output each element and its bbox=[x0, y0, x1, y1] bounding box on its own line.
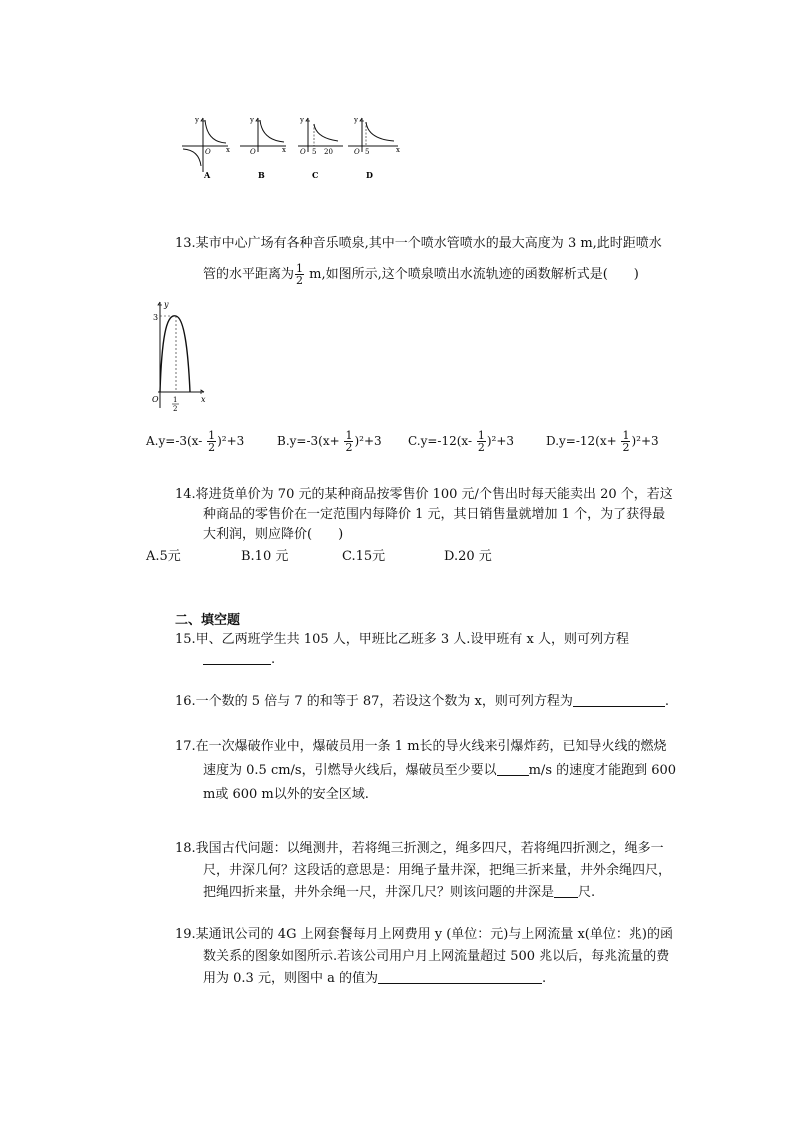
q13-option-d[interactable]: D.y=-12(x+ $\frac{1}{2}$ )²+3 bbox=[546, 429, 659, 454]
q15-line2: . bbox=[203, 651, 275, 668]
graph-c-origin: O bbox=[300, 148, 306, 156]
q14-option-b[interactable]: B.10 元 bbox=[241, 549, 289, 564]
graph-c bbox=[298, 116, 343, 180]
q13-graph-x-label: x bbox=[201, 395, 206, 404]
q18-line1: 18.我国古代问题：以绳测井，若将绳三折测之，绳多四尺，若将绳四折测之，绳多一 bbox=[175, 841, 664, 856]
q14-line1: 14.将进货单价为 70 元的某种商品按零售价 100 元/个售出时每天能卖出 20 个，若这 bbox=[175, 487, 673, 502]
graph-a-y-label: y bbox=[195, 116, 199, 124]
q15-line1: 15.甲、乙两班学生共 105 人，甲班比乙班多 3 人.设甲班有 x 人，则可列方程 bbox=[175, 632, 630, 647]
q17-line2: 速度为 0.5 cm/s，引燃导火线后，爆破员至少要以 m/s 的速度才能跑到 600 bbox=[203, 763, 677, 778]
q13-option-a[interactable]: A.y=-3(x- $\frac{1}{2}$ )²+3 bbox=[146, 429, 245, 454]
graph-d-y-label: y bbox=[354, 116, 358, 124]
q13-graph-x-tick-den: 2 bbox=[173, 405, 178, 413]
graph-c-tick-5: 5 bbox=[312, 148, 317, 156]
q14-option-d[interactable]: D.20 元 bbox=[444, 549, 492, 564]
q15-answer-blank[interactable] bbox=[203, 651, 271, 665]
q18-line2: 尺，井深几何？这段话的意思是：用绳子量井深，把绳三折来量，井外余绳四尺， bbox=[203, 863, 672, 878]
q13-line2-post: m,如图所示,这个喷泉喷出水流轨迹的函数解析式是( ) bbox=[305, 267, 639, 282]
q13-graph-origin: O bbox=[152, 395, 159, 404]
section-title: 二、填空题 bbox=[175, 613, 241, 628]
graph-d-tick-5: 5 bbox=[365, 148, 370, 156]
q14-line2: 种商品的零售价在一定范围内每降价 1 元，其日销售量就增加 1 个，为了获得最 bbox=[203, 507, 666, 522]
q16-line: 16.一个数的 5 倍与 7 的和等于 87，若设这个数为 x，则可列方程为 . bbox=[175, 694, 670, 709]
q17-line1: 17.在一次爆破作业中，爆破员用一条 1 m长的导火线来引爆炸药，已知导火线的燃烧 bbox=[175, 739, 667, 754]
q13-line1: 13.某市中心广场有各种音乐喷泉,其中一个喷水管喷水的最大高度为 3 m,此时距喷水 bbox=[175, 236, 662, 251]
graph-d-x-label: x bbox=[396, 146, 400, 154]
graph-b-y-label: y bbox=[250, 116, 254, 124]
q17-answer-blank[interactable] bbox=[497, 762, 529, 776]
answer-graphs bbox=[178, 110, 408, 180]
graph-a bbox=[182, 116, 230, 180]
q13-graph-y-label: y bbox=[164, 300, 169, 309]
q13-fraction: $\frac{1}{2}$ bbox=[296, 262, 304, 287]
q19-line3: 用为 0.3 元，则图中 a 的值为 . bbox=[203, 971, 547, 986]
q14-option-c[interactable]: C.15元 bbox=[342, 549, 386, 564]
q18-line3: 把绳四折来量，井外余绳一尺，井深几尺？则该问题的井深是 尺. bbox=[203, 885, 596, 900]
q13-option-c[interactable]: C.y=-12(x- $\frac{1}{2}$ )²+3 bbox=[408, 429, 515, 454]
q18-answer-blank[interactable] bbox=[554, 884, 578, 898]
graph-b-origin: O bbox=[250, 148, 256, 156]
graph-c-label: C bbox=[312, 170, 319, 180]
graph-d-label: D bbox=[366, 170, 373, 180]
graph-b-label: B bbox=[258, 170, 265, 180]
graph-a-label: A bbox=[204, 170, 211, 180]
graph-d-origin: O bbox=[354, 148, 360, 156]
graph-b-x-label: x bbox=[282, 146, 286, 154]
q13-option-b[interactable]: B.y=-3(x+ $\frac{1}{2}$ )²+3 bbox=[277, 429, 382, 454]
q16-text: 16.一个数的 5 倍与 7 的和等于 87，若设这个数为 x，则可列方程为 bbox=[175, 694, 573, 709]
q19-line2: 数关系的图象如图所示.若该公司用户月上网流量超过 500 兆以后，每兆流量的费 bbox=[203, 949, 670, 964]
graph-a-origin: O bbox=[205, 148, 211, 156]
q13-line2 bbox=[203, 263, 639, 286]
q13-graph-x-tick-num: 1 bbox=[173, 396, 178, 404]
graph-d bbox=[348, 116, 400, 180]
graph-c-y-label: y bbox=[300, 116, 304, 124]
q19-answer-blank[interactable] bbox=[378, 970, 542, 984]
graph-b bbox=[240, 116, 286, 180]
q14-line3: 大利润，则应降价( ) bbox=[203, 527, 344, 542]
q19-line1: 19.某通讯公司的 4G 上网套餐每月上网费用 y (单位：元)与上网流量 x(单位：兆)的函 bbox=[175, 927, 673, 942]
q14-option-a[interactable]: A.5元 bbox=[146, 549, 181, 564]
q13-fountain-graph bbox=[146, 298, 212, 414]
q16-answer-blank[interactable] bbox=[573, 693, 665, 707]
q13-line2-pre: 管的水平距离为 bbox=[203, 267, 295, 282]
graph-a-x-label: x bbox=[226, 146, 230, 154]
q13-graph-y-tick: 3 bbox=[153, 313, 159, 322]
q17-line3: m或 600 m以外的安全区域. bbox=[203, 787, 369, 802]
graph-c-tick-20: 20 bbox=[324, 148, 333, 156]
